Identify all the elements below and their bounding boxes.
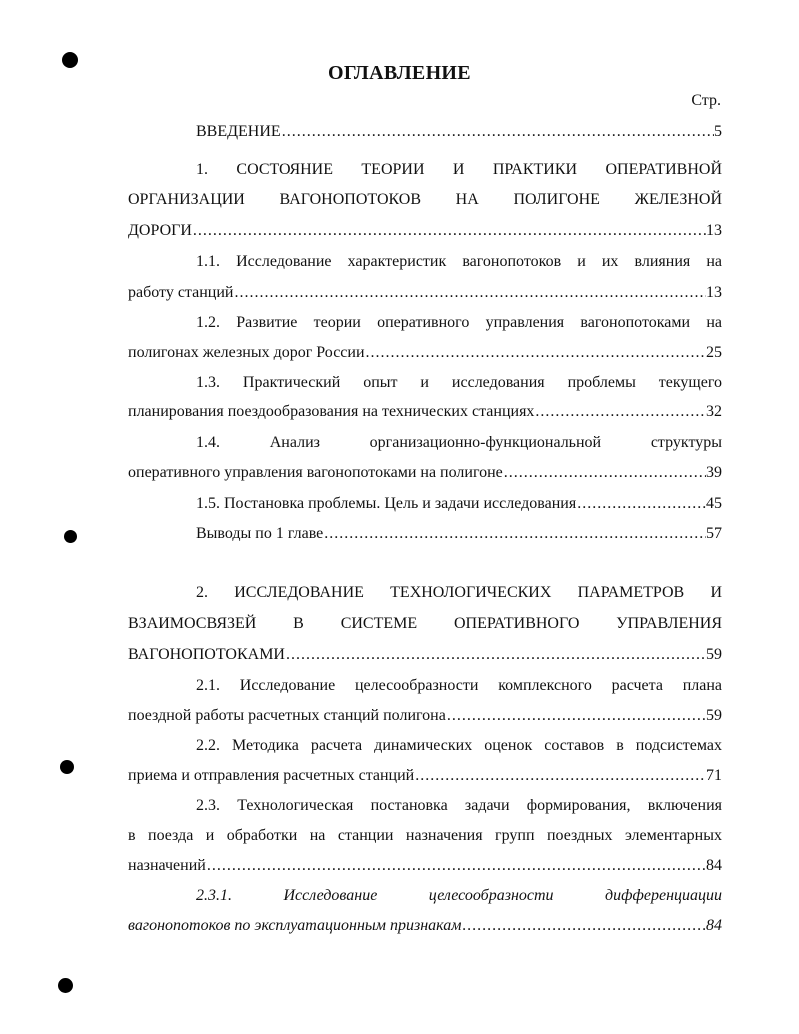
hole-punch-mark: [62, 52, 78, 68]
toc-chapter-2-line-1: 2. ИССЛЕДОВАНИЕ ТЕХНОЛОГИЧЕСКИХ ПАРАМЕТРОВ И: [196, 584, 722, 601]
toc-section-2-2-last-line: [128, 764, 722, 788]
toc-section-1-2-line-1: 1.2. Развитие теории оперативного управления вагонопотоками на: [196, 314, 722, 331]
toc-section-2-1-last-line: [128, 704, 722, 728]
toc-chapter-1-conclusions: [196, 522, 722, 546]
toc-section-1-2-last-line: [128, 341, 722, 365]
toc-section-1-3-last-line: [128, 400, 722, 424]
toc-chapter-2-line-2: ВЗАИМОСВЯЗЕЙ В СИСТЕМЕ ОПЕРАТИВНОГО УПРАВЛЕНИЯ: [128, 615, 722, 632]
toc-entry-text: ВВЕДЕНИЕ: [196, 123, 281, 140]
toc-section-1-1-line-1: 1.1. Исследование характеристик вагонопотоков и их влияния на: [196, 253, 722, 270]
toc-entry-text: поездной работы расчетных станций полигона: [128, 707, 446, 724]
toc-page-number: 13: [706, 284, 722, 301]
toc-entry-text: назначений: [128, 857, 206, 874]
page-title: ОГЛАВЛЕНИЕ: [328, 62, 471, 84]
toc-page-number: 45: [706, 495, 722, 512]
toc-entry-text: планирования поездообразования на технических станциях: [128, 403, 535, 420]
toc-section-2-3-line-2: в поезда и обработки на станции назначения групп поездных элементарных: [128, 827, 722, 844]
toc-section-1-4-last-line: [128, 461, 722, 485]
toc-section-1-3-line-1: 1.3. Практический опыт и исследования проблемы текущего: [196, 374, 722, 391]
toc-entry-text: ВАГОНОПОТОКАМИ: [128, 646, 285, 663]
toc-chapter-1-line-2: ОРГАНИЗАЦИИ ВАГОНОПОТОКОВ НА ПОЛИГОНЕ ЖЕЛЕЗНОЙ: [128, 191, 722, 208]
toc-entry-text: Выводы по 1 главе: [196, 525, 324, 542]
toc-page-number: 39: [706, 464, 722, 481]
toc-page-number: 84: [706, 917, 722, 934]
toc-subsection-2-3-1-last-line: [128, 914, 722, 938]
toc-section-1-1-last-line: [128, 281, 722, 305]
toc-page-number: 71: [706, 767, 722, 784]
toc-entry-text: полигонах железных дорог России: [128, 344, 365, 361]
toc-section-1-5: [196, 492, 722, 516]
toc-chapter-1-last-line: [128, 219, 722, 243]
toc-entry-text: оперативного управления вагонопотоками на полигоне: [128, 464, 503, 481]
toc-section-2-3-line-1: 2.3. Технологическая постановка задачи формирования, включения: [196, 797, 722, 814]
toc-entry-text: 1.5. Постановка проблемы. Цель и задачи исследования: [196, 495, 577, 512]
toc-page-number: 57: [706, 525, 722, 542]
toc-section-2-3-last-line: [128, 854, 722, 878]
toc-page-number: 59: [706, 646, 722, 663]
toc-entry-text: вагонопотоков по эксплуатационным признакам: [128, 917, 462, 934]
toc-page-number: 84: [706, 857, 722, 874]
toc-page-number: 25: [706, 344, 722, 361]
toc-subsection-2-3-1-line-1: 2.3.1. Исследование целесообразности дифференциации: [196, 887, 722, 904]
toc-page-number: 5: [714, 123, 722, 140]
toc-page-number: 59: [706, 707, 722, 724]
toc-section-2-1-line-1: 2.1. Исследование целесообразности комплексного расчета плана: [196, 677, 722, 694]
hole-punch-mark: [60, 760, 74, 774]
toc-chapter-1-line-1: 1. СОСТОЯНИЕ ТЕОРИИ И ПРАКТИКИ ОПЕРАТИВНОЙ: [196, 161, 722, 178]
toc-entry-text: приема и отправления расчетных станций: [128, 767, 415, 784]
toc-section-1-4-line-1: 1.4. Анализ организационно-функциональной структуры: [196, 434, 722, 451]
toc-entry-text: ДОРОГИ: [128, 222, 192, 239]
hole-punch-mark: [58, 978, 73, 993]
toc-page-number: 13: [706, 222, 722, 239]
hole-punch-mark: [64, 530, 77, 543]
toc-entry-introduction: [196, 120, 722, 144]
toc-page-number: 32: [706, 403, 722, 420]
page-column-label: Стр.: [691, 92, 721, 109]
toc-chapter-2-last-line: [128, 643, 722, 667]
toc-section-2-2-line-1: 2.2. Методика расчета динамических оценок составов в подсистемах: [196, 737, 722, 754]
toc-entry-text: работу станций: [128, 284, 234, 301]
